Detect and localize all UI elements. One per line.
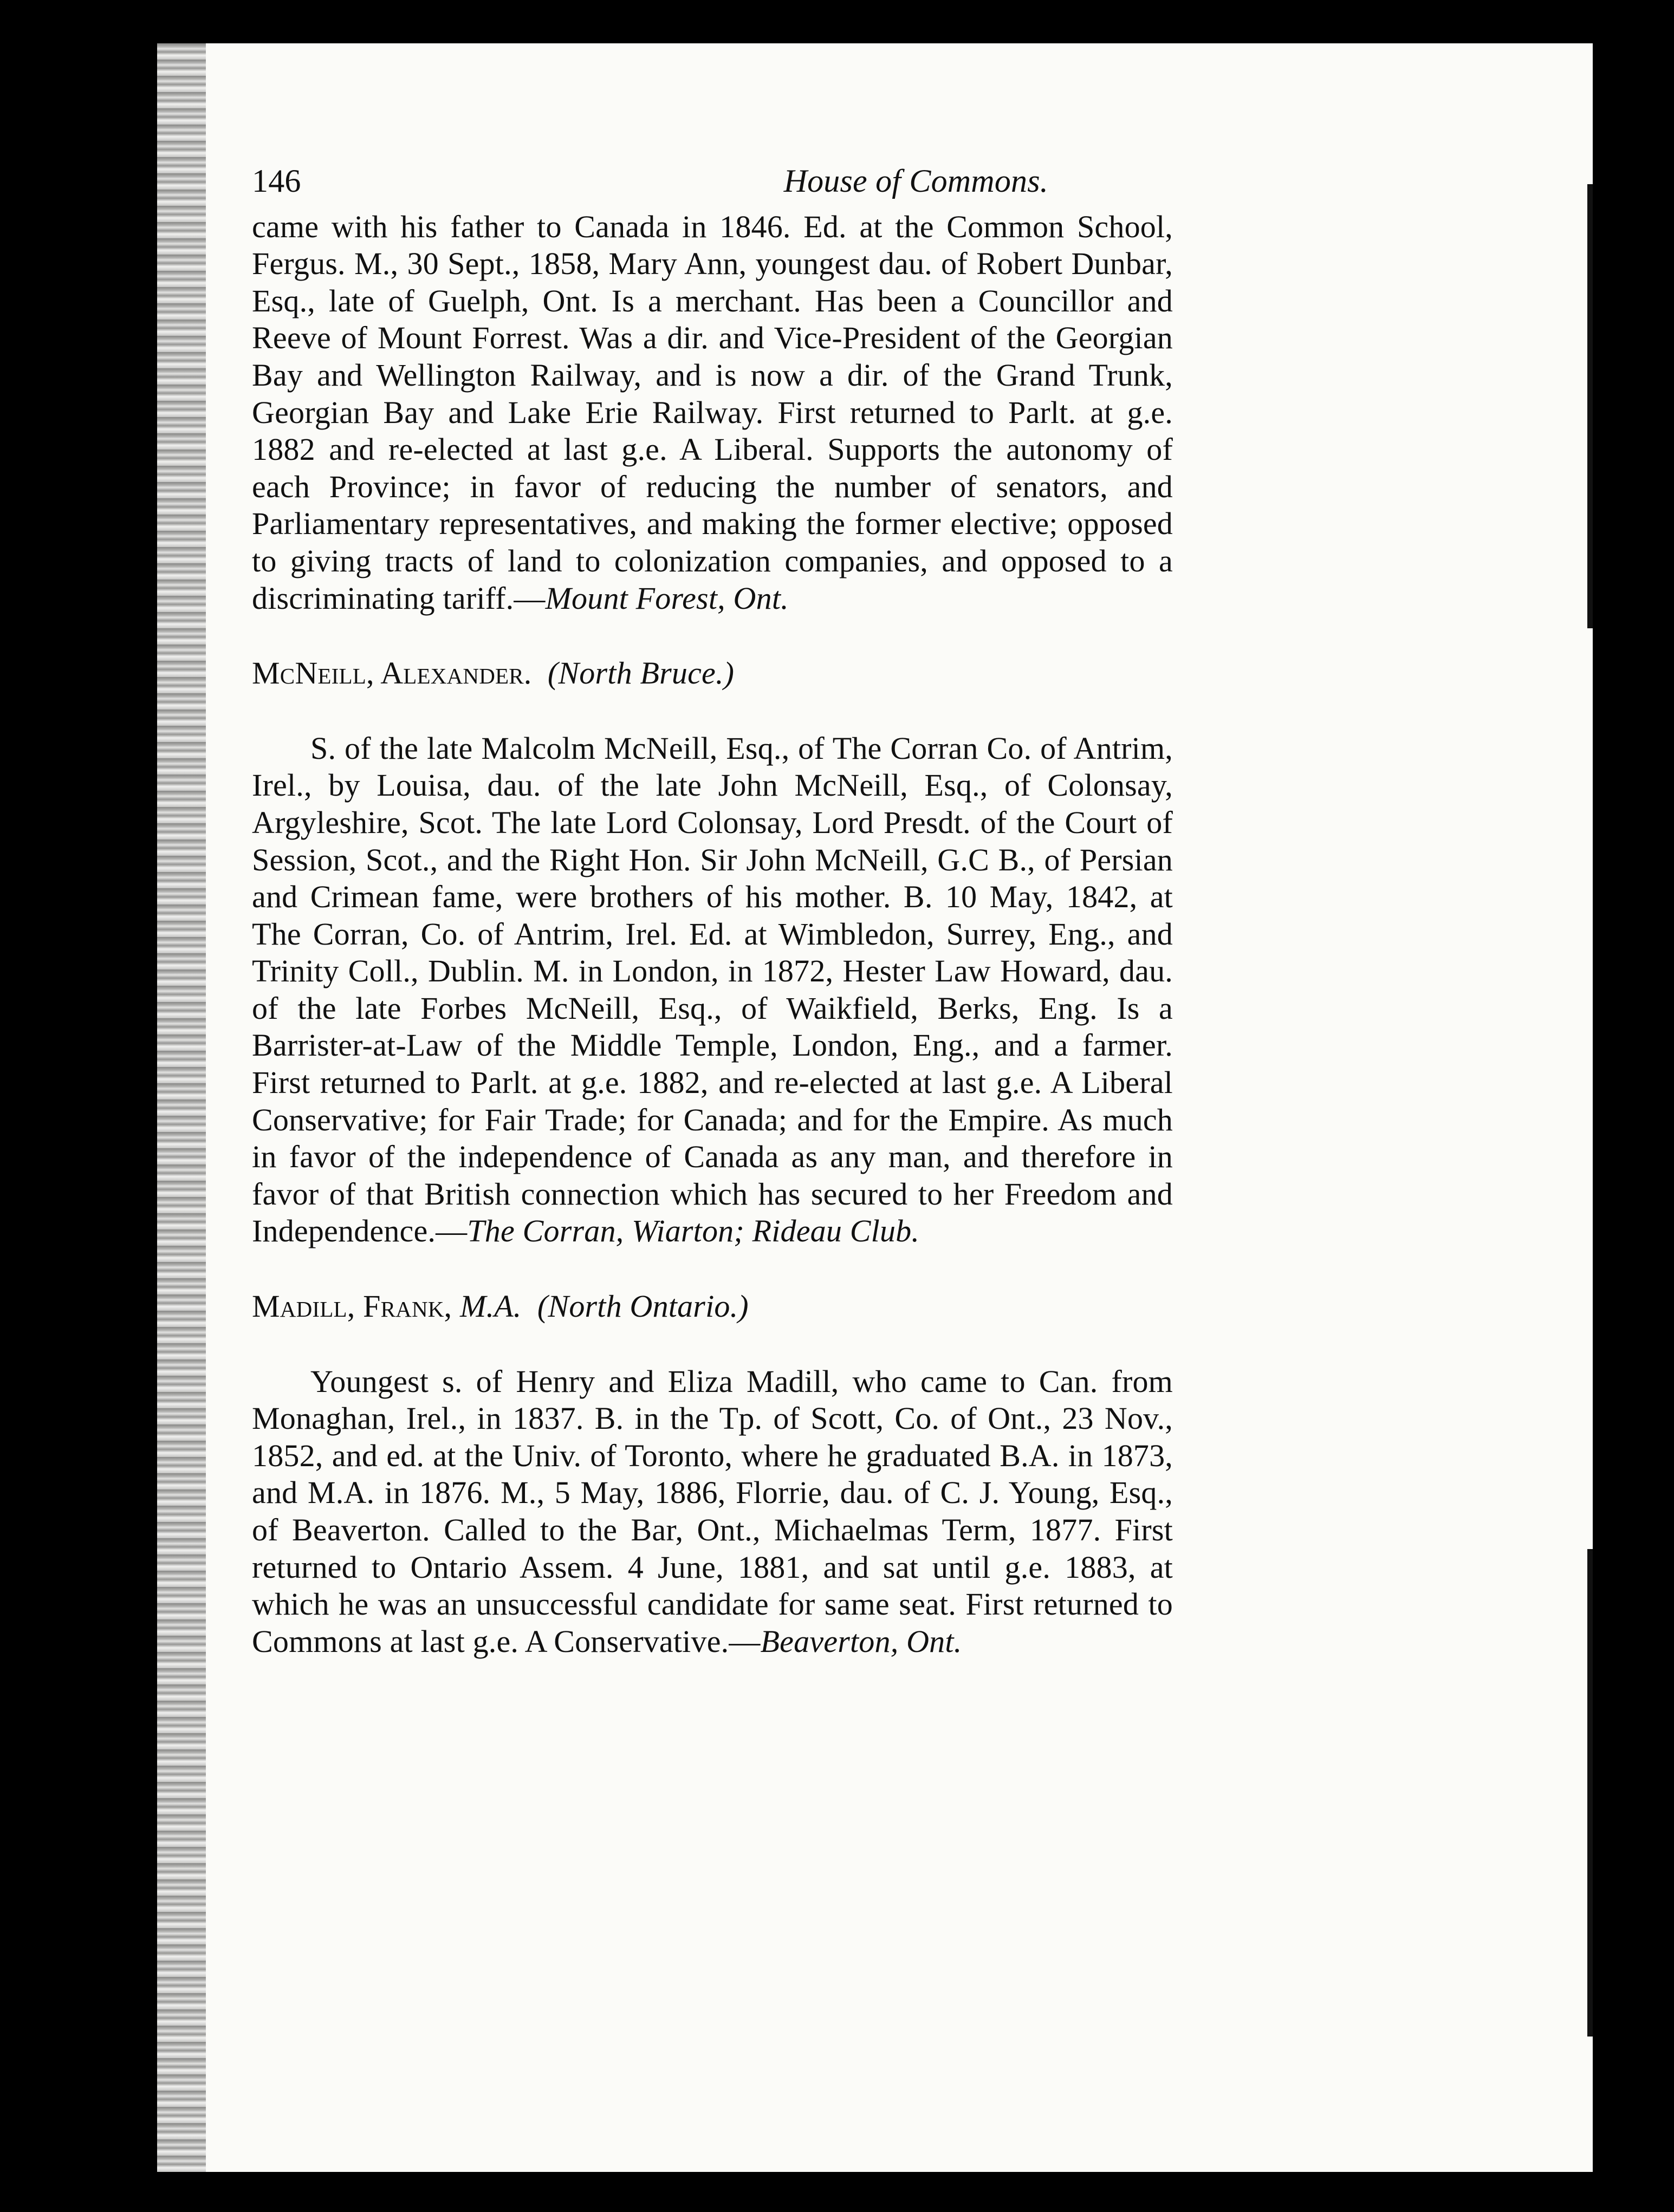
entry-body-madill [252, 1363, 1173, 1661]
entry-name: Madill, Frank, [252, 1289, 452, 1324]
entry-text: Youngest s. of Henry and Eliza Madill, who came to Can. from Monaghan, Irel., in 1837. B. in the Tp. of Scott, Co. of Ont., 23 Nov., 1852, and ed. at the Univ. of Toronto, where he graduated B.A. in 1873, and M.A. in 1876. M., 5 May, 1886, Florrie, dau. of C. J. Young, Esq., of Beaverton. Called to the Bar, Ont., Michaelmas Term, 1877. First returned to Ontario Assem. 4 June, 1881, and sat until g.e. 1883, at which he was an unsuccessful candidate for same seat. First returned to Commons at last g.e. A Conservative.— [252, 1363, 1173, 1659]
entry-body-mcneill [252, 730, 1173, 1250]
entry-constituency: (North Ontario.) [537, 1289, 749, 1324]
running-title: House of Commons. [783, 163, 1048, 199]
entry-heading-madill [252, 1288, 1173, 1325]
edge-bracket-top [1587, 184, 1593, 628]
continuation-text: came with his father to Canada in 1846. Ed. at the Common School, Fergus. M., 30 Sept., 1858, Mary Ann, youngest dau. of Robert Dunbar, Esq., late of Guelph, Ont. Is a merchant. Has been a Councillor and Reeve of Mount Forrest. Was a dir. and Vice-President of the Georgian Bay and Wellington Railway, and is now a dir. of the Grand Trunk, Georgian Bay and Lake Erie Railway. First returned to Parlt. at g.e. 1882 and re-elected at last g.e. A Liberal. Supports the autonomy of each Province; in favor of reducing the number of senators, and Parliamentary representatives, and making the former elective; opposed to giving tracts of land to colonization companies, and opposed to a discriminating tariff.— [252, 209, 1173, 616]
edge-bracket-bottom [1587, 1549, 1593, 2037]
entry-address: Beaverton, Ont. [760, 1623, 962, 1659]
page-number: 146 [252, 163, 301, 199]
page-text [252, 162, 1173, 1660]
continuation-address: Mount Forest, Ont. [545, 580, 789, 616]
entry-constituency: (North Bruce.) [547, 655, 735, 691]
entry-degree: M.A. [459, 1289, 522, 1324]
binding-gutter [157, 43, 206, 2172]
entry-name: McNeill, Alexander. [252, 655, 532, 691]
running-header [252, 162, 1092, 200]
entry-text: S. of the late Malcolm McNeill, Esq., of The Corran Co. of Antrim, Irel., by Louisa, dau. of the late John McNeill, Esq., of Colonsay, Argyleshire, Scot. The late Lord Colonsay, Lord Presdt. of the Court of Session, Scot., and the Right Hon. Sir John McNeill, G.C B., of Persian and Crimean fame, were brothers of his mother. B. 10 May, 1842, at The Corran, Co. of Antrim, Irel. Ed. at Wimbledon, Surrey, Eng., and Trinity Coll., Dublin. M. in London, in 1872, Hester Law Howard, dau. of the late Forbes McNeill, Esq., of Waikfield, Berks, Eng. Is a Barrister-at-Law of the Middle Temple, London, Eng., and a farmer. First returned to Parlt. at g.e. 1882, and re-elected at last g.e. A Liberal Conservative; for Fair Trade; for Canada; and for the Empire. As much in favor of the independence of Canada as any man, and therefore in favor of that British connection which has secured to her Freedom and Independence.— [252, 730, 1173, 1249]
entry-address: The Corran, Wiarton; Rideau Club. [467, 1213, 920, 1249]
entry-heading-mcneill [252, 655, 1173, 692]
continuation-paragraph [252, 209, 1173, 617]
